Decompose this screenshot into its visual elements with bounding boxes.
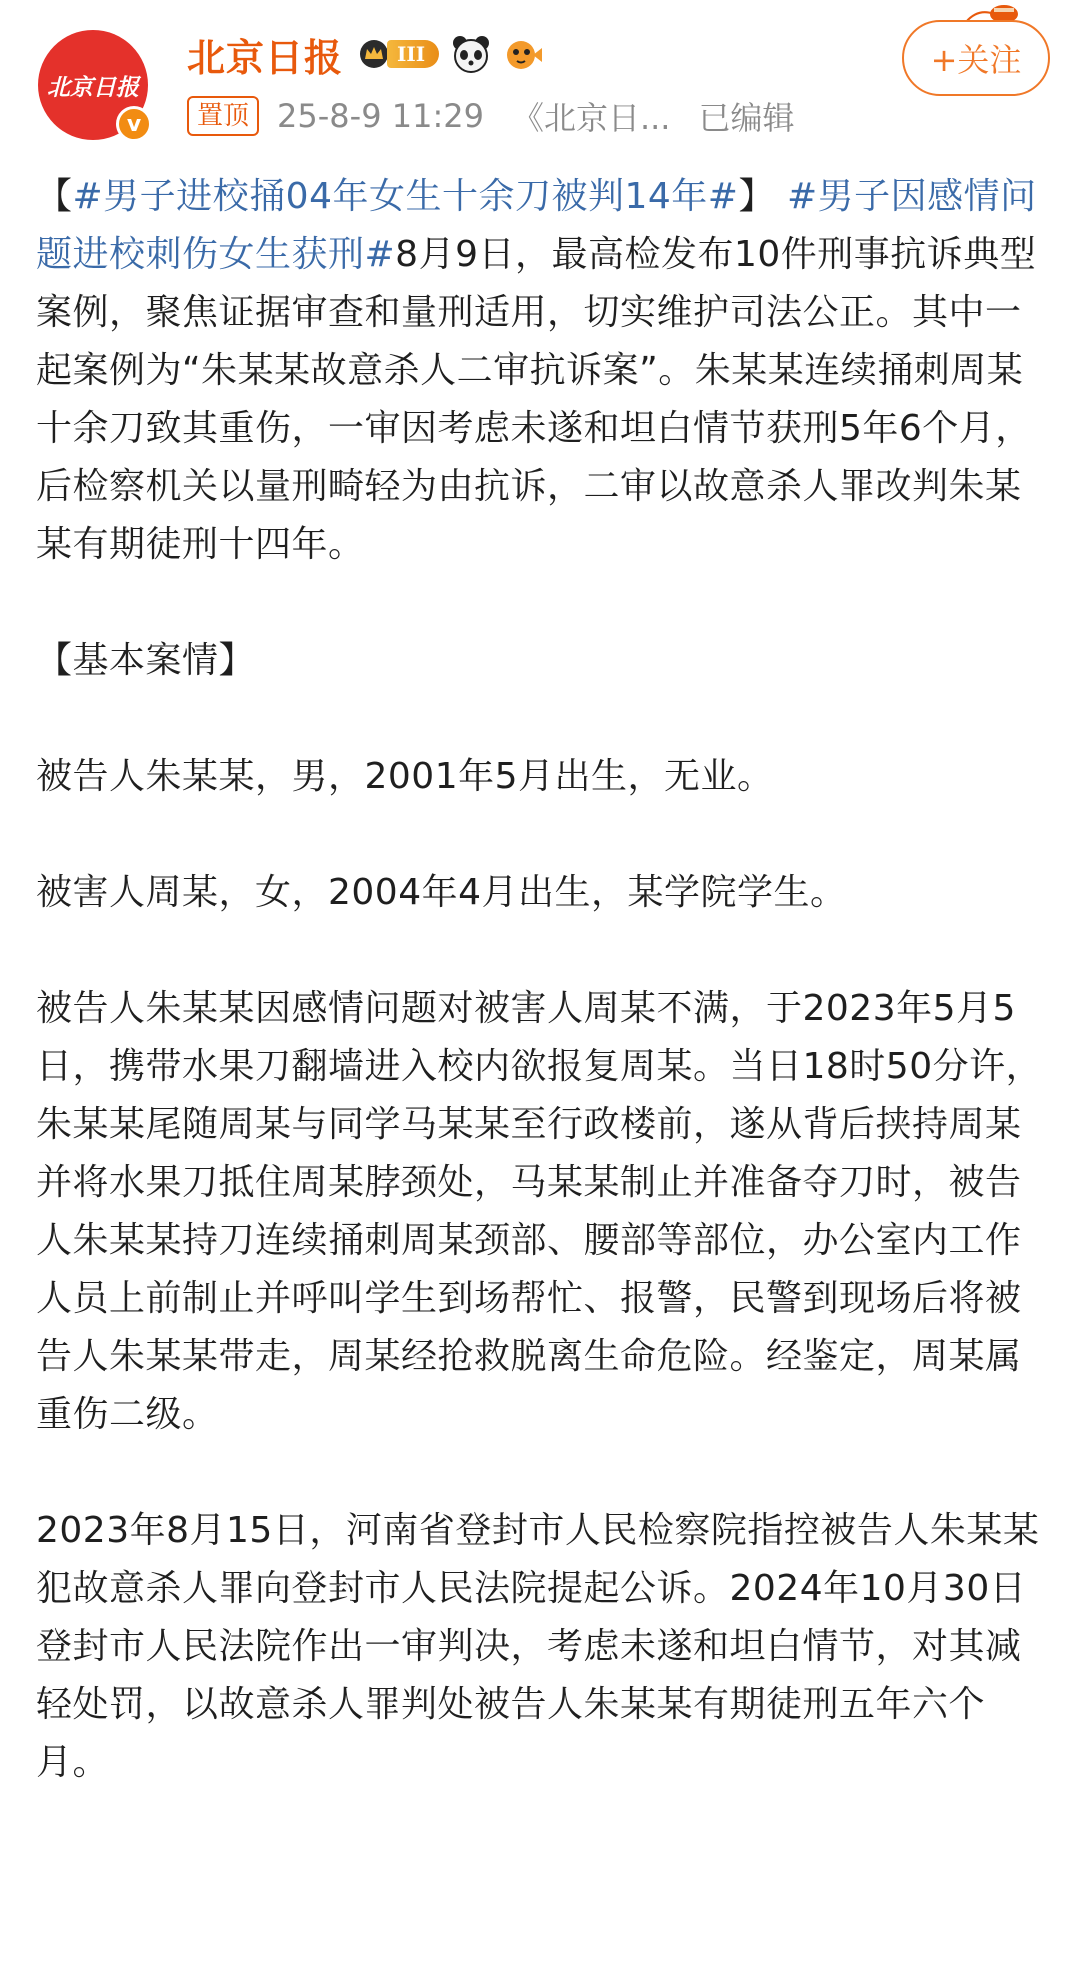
- paragraph-victim: 被害人周某，女，2004年4月出生，某学院学生。: [36, 872, 847, 913]
- summary-text: 8月9日，最高检发布10件刑事抗诉典型案例，聚焦证据审查和量刑适用，切实维护司法公正。其中一起案例为“朱某某故意杀人二审抗诉案”。朱某某连续捅刺周某十余刀致其重伤，一审因考虑未遂和坦白情节获刑5年6个月，后检察机关以量刑畸轻为由抗诉，二审以故意杀人罪改判朱某某有期徒刑十四年。: [36, 234, 1037, 565]
- account-name[interactable]: 北京日报: [187, 35, 344, 80]
- hashtag-link[interactable]: #男子因感情问题进校刺伤女生获刑#: [36, 176, 1037, 275]
- level-text: III: [387, 40, 439, 68]
- avatar-logo-text: 北京日报: [47, 73, 139, 101]
- post-content: [36, 168, 1046, 1850]
- pufferfish-icon: [503, 34, 543, 74]
- pin-tag: 置顶: [187, 96, 259, 136]
- avatar[interactable]: [38, 30, 148, 140]
- paragraph-summary: [36, 168, 1046, 574]
- edited-label[interactable]: 已编辑: [698, 99, 795, 137]
- name-row: [187, 26, 543, 82]
- crown-icon: [357, 39, 391, 69]
- post-header: [0, 0, 1080, 150]
- verified-icon: v: [116, 106, 152, 142]
- meta-row: [187, 94, 794, 138]
- level-badge[interactable]: [357, 39, 439, 69]
- follow-button[interactable]: +关注: [902, 20, 1050, 96]
- panda-icon: [451, 34, 491, 74]
- section-title: 【基本案情】: [36, 640, 256, 681]
- paragraph-facts: 被告人朱某某因感情问题对被害人周某不满，于2023年5月5日，携带水果刀翻墙进入校内欲报复周某。当日18时50分许，朱某某尾随周某与同学马某某至行政楼前，遂从背后挟持周某并将水果刀抵住周某脖颈处，马某某制止并准备夺刀时，被告人朱某某持刀连续捅刺周某颈部、腰部等部位，办公室内工作人员上前制止并呼叫学生到场帮忙、报警，民警到现场后将被告人朱某某带走，周某经抢救脱离生命危险。经鉴定，周某属重伤二级。: [36, 988, 1043, 1435]
- bracket-close: 】: [738, 176, 775, 217]
- paragraph-prosecution: 2023年8月15日，河南省登封市人民检察院指控被告人朱某某犯故意杀人罪向登封市人民法院提起公诉。2024年10月30日登封市人民法院作出一审判决，考虑未遂和坦白情节，对其减轻处罚，以故意杀人罪判处被告人朱某某有期徒刑五年六个月。: [36, 1510, 1040, 1783]
- post-time: 25-8-9 11:29: [277, 97, 484, 135]
- post-source[interactable]: 《北京日...: [511, 99, 671, 137]
- paragraph-defendant: 被告人朱某某，男，2001年5月出生，无业。: [36, 756, 774, 797]
- bracket-open: 【: [36, 176, 73, 217]
- hashtag-link[interactable]: #男子进校捅04年女生十余刀被判14年#: [72, 176, 739, 217]
